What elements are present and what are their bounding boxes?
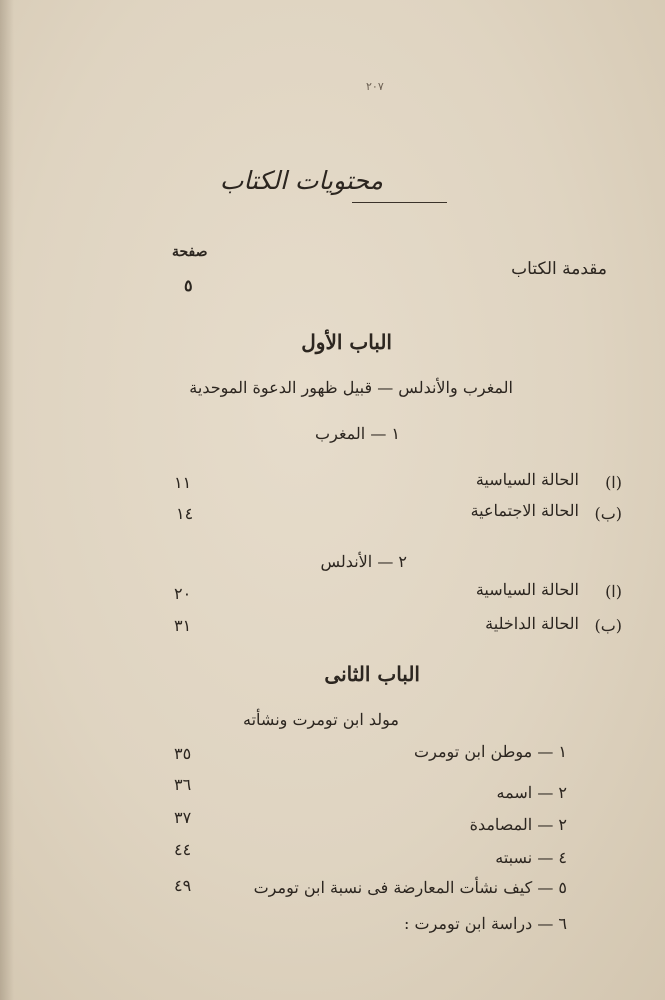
toc-page-number: ٢٠	[174, 584, 192, 603]
toc-entry-marker: (ا)	[605, 582, 622, 601]
toc-page-number: ٣١	[174, 616, 192, 635]
section-maghreb-heading: ١ — المغرب	[315, 424, 400, 443]
page-binding-shadow	[0, 0, 14, 1000]
toc-entry-marker: (ا)	[605, 473, 622, 492]
page-column-header: صفحة	[172, 244, 208, 260]
part-two-subtitle: مولد ابن تومرت ونشأته	[243, 710, 399, 729]
toc-entry-label: الحالة الاجتماعية	[470, 501, 579, 520]
part-one-subtitle: المغرب والأندلس — قبيل ظهور الدعوة الموحدية	[189, 378, 513, 397]
toc-entry-label: الحالة الداخلية	[485, 614, 579, 633]
toc-entry-label: ٢ — المصامدة	[469, 815, 567, 834]
toc-entry-label: الحالة السياسية	[475, 470, 579, 489]
page-marker: ٢٠٧	[366, 80, 384, 93]
toc-entry-label: ٢ — اسمه	[496, 783, 567, 802]
title-underline	[352, 202, 447, 203]
toc-entry-label: ١ — موطن ابن تومرت	[414, 742, 567, 761]
toc-entry-label: ٤ — نسبته	[495, 848, 567, 867]
toc-entry-label: ٦ — دراسة ابن تومرت :	[404, 914, 567, 933]
toc-page-number: ٣٧	[174, 808, 192, 827]
toc-page-number: ٥	[184, 276, 193, 295]
toc-page-number: ٤٤	[174, 840, 192, 859]
toc-page-number: ٤٩	[174, 876, 192, 895]
toc-entry-label: ٥ — كيف نشأت المعارضة فى نسبة ابن تومرت	[253, 878, 567, 897]
section-andalus-heading: ٢ — الأندلس	[320, 552, 407, 571]
toc-page-number: ١٤	[176, 504, 194, 523]
toc-page-number: ١١	[174, 473, 192, 492]
part-two-heading: الباب الثانى	[324, 662, 420, 686]
toc-entry-label: الحالة السياسية	[475, 580, 579, 599]
toc-entry-marker: (ب)	[594, 616, 622, 635]
toc-entry-marker: (ب)	[594, 504, 622, 523]
page-title: محتويات الكتاب	[219, 166, 383, 195]
toc-page-number: ٣٦	[174, 775, 192, 794]
toc-page-number: ٣٥	[174, 744, 192, 763]
part-one-heading: الباب الأول	[301, 330, 392, 354]
toc-entry-intro: مقدمة الكتاب	[511, 259, 607, 279]
